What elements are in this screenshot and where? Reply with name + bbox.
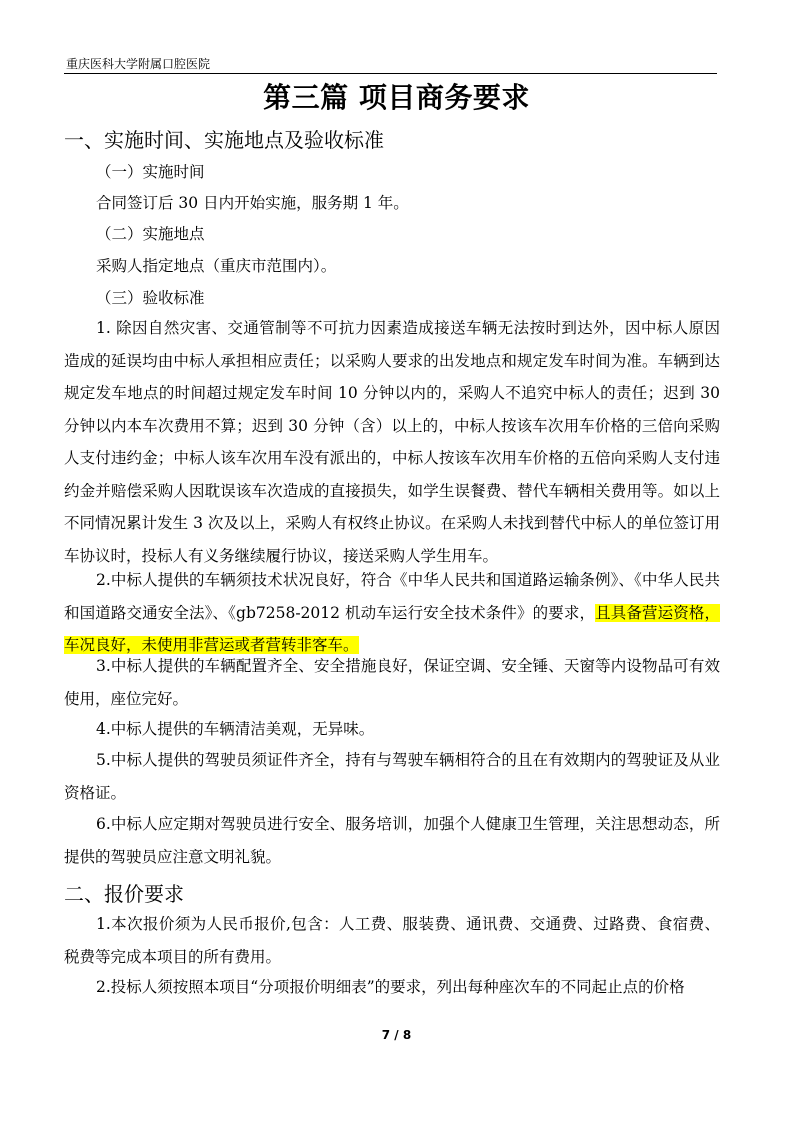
time-text: 合同签订后 30 日内开始实施，服务期 1 年。: [96, 194, 409, 212]
header-divider: [64, 73, 717, 74]
page-number: 7 / 8: [381, 1028, 412, 1042]
acceptance-paragraph-6: 6.中标人应定期对驾驶员进行安全、服务培训，加强个人健康卫生管理，关注思想动态，所提供的驾驶员应注意文明礼貌。: [64, 815, 720, 866]
acceptance-paragraph-5: 5.中标人提供的驾驶员须证件齐全，持有与驾驶车辆相符合的且在有效期内的驾驶证及从业资格证。: [64, 751, 720, 802]
acceptance-paragraph-1: 1. 除因自然灾害、交通管制等不可抗力因素造成接送车辆无法按时到达外，因中标人原因造成的延误均由中标人承担相应责任；以采购人要求的出发地点和规定发车时间为准。车辆到达规定发车地点的时间超过规定发车时间 10 分钟以内的，采购人不追究中标人的责任；迟到 30 分钟以内本车次费用不算；迟到 30 分钟（含）以上的，中标人按该车次用车价格的三倍向采购人支付违约金；中标人该车次用车没有派出的，中标人按该车次用车价格的五倍向采购人支付违约金并赔偿采购人因耽误该车次造成的直接损失，如学生误餐费、替代车辆相关费用等。如以上不同情况累计发生 3 次及以上，采购人有权终止协议。在采购人未找到替代中标人的单位签订用车协议时，投标人有义务继续履行协议，接送采购人学生用车。: [64, 319, 720, 565]
place-text: 采购人指定地点（重庆市范围内）。: [96, 257, 337, 275]
subheading-time: （一）实施时间: [96, 163, 205, 181]
acceptance-paragraph-4: 4.中标人提供的车辆清洁美观，无异味。: [96, 720, 375, 738]
header-org-name: 重庆医科大学附属口腔医院: [66, 57, 211, 71]
page-title: 第三篇 项目商务要求: [263, 81, 530, 114]
acceptance-paragraph-3: 3.中标人提供的车辆配置齐全、安全措施良好，保证空调、安全锤、天窗等内设物品可有效使用，座位完好。: [64, 657, 720, 708]
highlighted-requirement: 且具备营运资格，车况良好，未使用非营运或者营转非客车。: [64, 603, 720, 654]
pricing-paragraph-2: 2.投标人须按照本项目“分项报价明细表”的要求，列出每种座次车的不同起止点的价格: [96, 978, 685, 996]
subheading-place: （二）实施地点: [96, 225, 205, 243]
section-heading-2: 二、报价要求: [64, 882, 184, 906]
section-heading-1: 一、实施时间、实施地点及验收标准: [64, 128, 384, 152]
acceptance-paragraph-2: [64, 564, 720, 662]
pricing-paragraph-1: 1.本次报价须为人民币报价,包含：人工费、服装费、通讯费、交通费、过路费、食宿费、税费等完成本项目的所有费用。: [64, 915, 720, 966]
subheading-acceptance: （三）验收标准: [96, 289, 205, 307]
acceptance-paragraph-2-text: 2.中标人提供的车辆须技术状况良好，符合《中华人民共和国道路运输条例》、《中华人民共和国道路交通安全法》、《gb7258-2012 机动车运行安全技术条件》的要求，: [64, 571, 720, 622]
